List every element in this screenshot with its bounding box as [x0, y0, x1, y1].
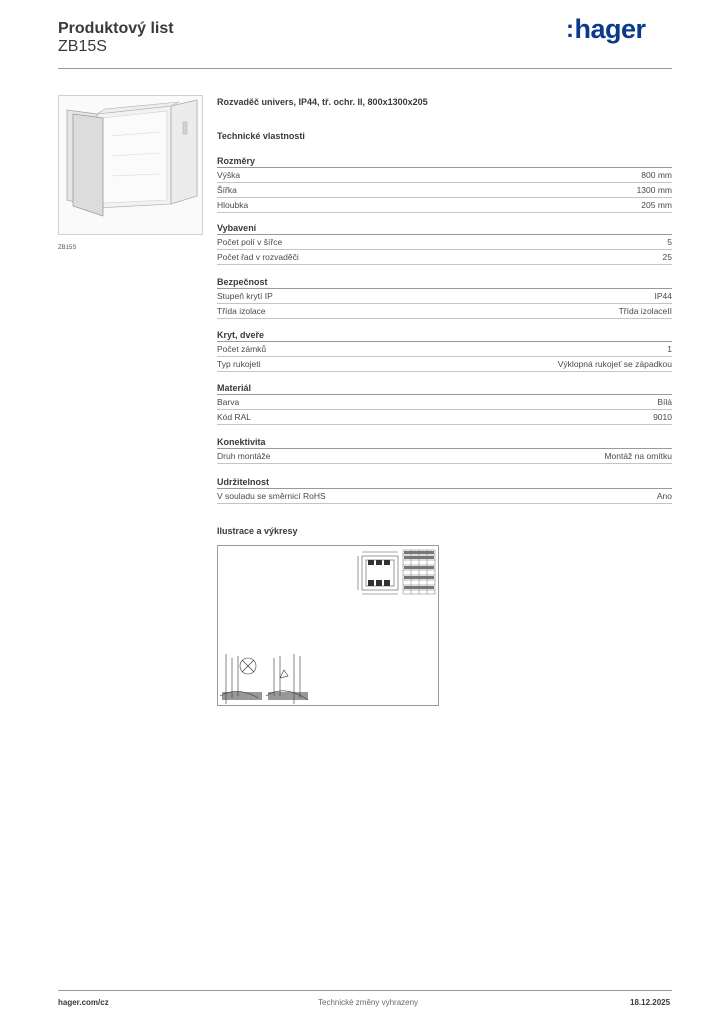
spec-group-title: Kryt, dveře [217, 329, 672, 342]
page-title: Produktový list [58, 20, 174, 37]
spec-row [217, 489, 672, 504]
spec-label: Šířka [217, 185, 237, 195]
spec-label: Počet řad v rozvaděči [217, 252, 299, 262]
footer-disclaimer: Technické změny vyhrazeny [318, 998, 419, 1007]
spec-row [217, 235, 672, 250]
spec-row [217, 183, 672, 198]
spec-group-title: Rozměry [217, 155, 672, 168]
spec-label: Stupeň krytí IP [217, 291, 273, 301]
spec-row [217, 289, 672, 304]
product-code: ZB15S [58, 38, 107, 55]
illustrations-heading: Ilustrace a výkresy [217, 526, 298, 536]
technical-properties-heading: Technické vlastnosti [217, 131, 305, 141]
spec-group-title: Vybavení [217, 222, 672, 235]
spec-label: Počet zámků [217, 344, 267, 354]
spec-row [217, 250, 672, 265]
spec-group-cover-door [217, 329, 672, 372]
image-caption: ZB15S [58, 245, 77, 251]
spec-label: Výška [217, 170, 241, 180]
hager-logo[interactable]: :hager [566, 14, 646, 44]
product-image [58, 95, 203, 235]
spec-group-title: Konektivita [217, 436, 672, 449]
spec-group-dimensions [217, 155, 672, 213]
spec-value: 9010 [653, 412, 672, 422]
spec-row [217, 168, 672, 183]
spec-value: 1 [667, 344, 672, 354]
spec-group-title: Bezpečnost [217, 276, 672, 289]
spec-label: Typ rukojeti [217, 359, 261, 369]
spec-group-title: Materiál [217, 382, 672, 395]
spec-value: 1300 mm [636, 185, 672, 195]
footer-divider [58, 990, 672, 991]
spec-group-material [217, 382, 672, 425]
spec-row [217, 449, 672, 464]
spec-value: 5 [667, 237, 672, 247]
spec-group-safety [217, 276, 672, 319]
distribution-board-illustration [59, 96, 202, 234]
spec-row [217, 357, 672, 372]
spec-value: Ano [656, 491, 672, 501]
spec-value: Bílá [657, 397, 672, 407]
spec-row [217, 304, 672, 319]
spec-label: Třída izolace [217, 306, 266, 316]
spec-group-equipment [217, 222, 672, 265]
header-divider [58, 68, 672, 69]
technical-drawings [217, 545, 439, 706]
spec-label: Hloubka [217, 200, 249, 210]
logo-text: hager [574, 14, 646, 44]
spec-row [217, 342, 672, 357]
spec-value: 205 mm [641, 200, 672, 210]
spec-label: V souladu se směrnicí RoHS [217, 491, 326, 501]
spec-group-sustainability [217, 476, 672, 504]
product-name: Rozvaděč univers, IP44, tř. ochr. II, 800x1300x205 [217, 97, 428, 107]
spec-row [217, 198, 672, 213]
spec-value: 25 [662, 252, 672, 262]
spec-group-connectivity [217, 436, 672, 464]
spec-value: IP44 [654, 291, 672, 301]
spec-value: Montáž na omítku [604, 451, 672, 461]
spec-value: Výklopná rukojeť se západkou [557, 359, 672, 369]
spec-label: Kód RAL [217, 412, 252, 422]
technical-drawing-icon [218, 546, 438, 705]
spec-row [217, 395, 672, 410]
footer-date: 18.12.2025 [630, 998, 671, 1007]
spec-label: Druh montáže [217, 451, 271, 461]
spec-value: Třída izolaceII [618, 306, 672, 316]
footer-website-link[interactable]: hager.com/cz [58, 998, 109, 1007]
spec-group-title: Udržitelnost [217, 476, 672, 489]
spec-label: Počet polí v šířce [217, 237, 283, 247]
spec-label: Barva [217, 397, 240, 407]
spec-row [217, 410, 672, 425]
spec-value: 800 mm [641, 170, 672, 180]
